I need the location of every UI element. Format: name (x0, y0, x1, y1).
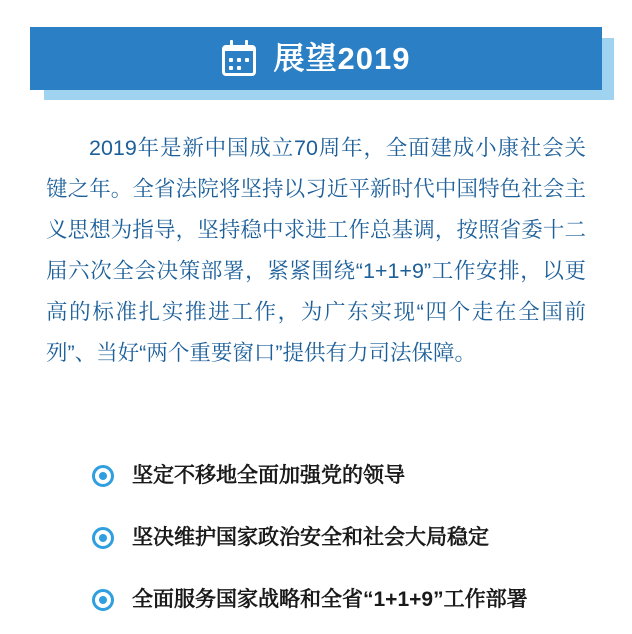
header-banner (0, 0, 632, 108)
calendar-dot (229, 58, 233, 62)
list-item (92, 569, 612, 631)
bullet-list (92, 445, 612, 631)
page-title: 展望2019 (273, 41, 411, 76)
banner-content (222, 40, 411, 78)
bullet-point-icon (92, 465, 114, 487)
list-item-label: 坚定不移地全面加强党的领导 (132, 464, 405, 488)
bullet-point-icon (92, 589, 114, 611)
list-item-label: 全面服务国家战略和全省“1+1+9”工作部署 (132, 588, 528, 612)
list-item (92, 507, 612, 569)
calendar-icon (222, 40, 260, 78)
body-paragraph: 2019年是新中国成立70周年，全面建成小康社会关键之年。全省法院将坚持以习近平新时代中国特色社会主义思想为指导，坚持稳中求进工作总基调，按照省委十二届六次全会决策部署，紧紧围绕“1+1+9”工作安排，以更高的标准扎实推进工作，为广东实现“四个走在全国前列”、当好“两个重要窗口”提供有力司法保障。 (46, 136, 586, 365)
calendar-dot (237, 66, 241, 70)
calendar-dot (237, 58, 241, 62)
calendar-header-bar (225, 48, 253, 51)
calendar-dot (245, 58, 249, 62)
list-item (92, 445, 612, 507)
bullet-point-icon (92, 527, 114, 549)
banner-bar (30, 27, 602, 90)
list-item-label: 坚决维护国家政治安全和社会大局稳定 (132, 526, 489, 550)
calendar-dot (229, 66, 233, 70)
